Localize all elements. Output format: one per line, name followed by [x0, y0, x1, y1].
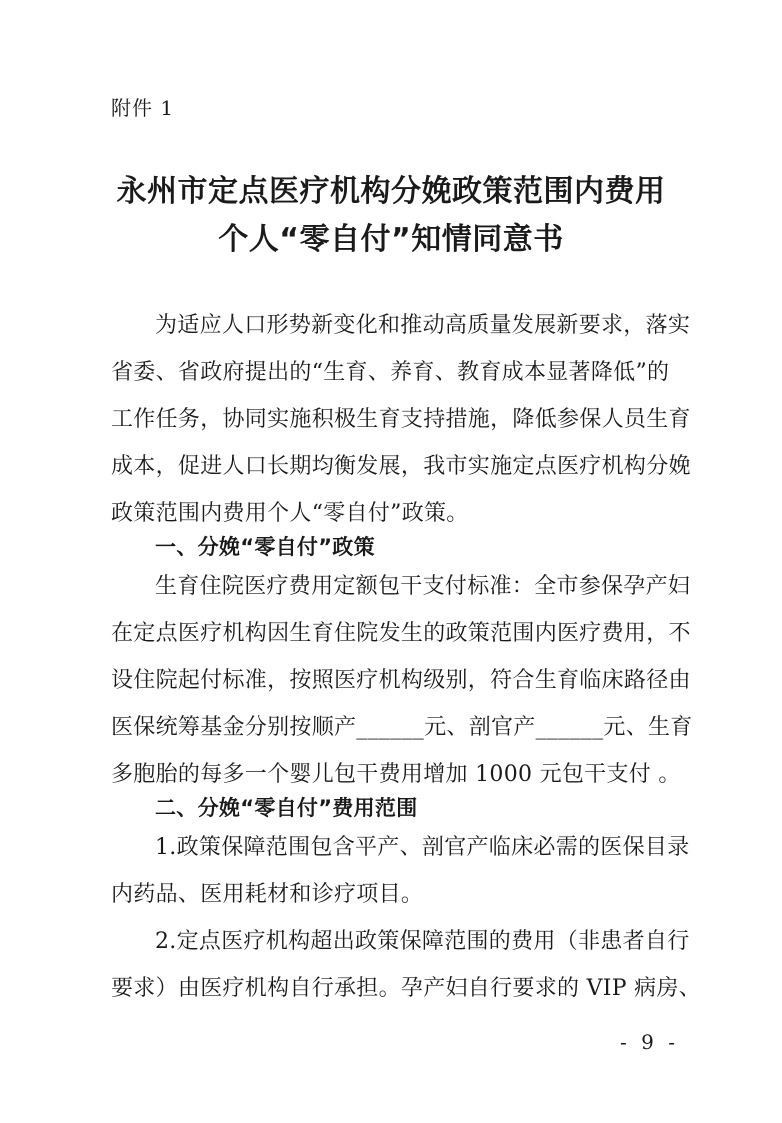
document-title-line-2: 个人“零自付”知情同意书: [218, 222, 564, 257]
section1-line-1: 生育住院医疗费用定额包干支付标准：全市参保孕产妇: [155, 574, 691, 599]
section2-line-4: 要求）由医疗机构自行承担。孕产妇自行要求的 VIP 病房、: [111, 976, 702, 1001]
intro-line-2: 省委、省政府提出的“生育、养育、教育成本显著降低”的: [111, 360, 670, 385]
section1-heading: 一、分娩“零自付”政策: [155, 535, 375, 559]
intro-line-1: 为适应人口形势新变化和推动高质量发展新要求，落实: [155, 313, 691, 338]
section2-line-1: 1.政策保障范围包含平产、剖官产临床必需的医保目录: [155, 835, 690, 860]
document-title-line-1: 永州市定点医疗机构分娩政策范围内费用: [116, 174, 666, 209]
section1-line-4: 医保统筹基金分别按顺产______元、剖官产______元、生育: [111, 715, 693, 740]
intro-line-4: 成本，促进人口长期均衡发展，我市实施定点医疗机构分娩: [111, 454, 691, 479]
attachment-label: 附件 1: [111, 96, 175, 120]
intro-line-3: 工作任务，协同实施积极生育支持措施，降低参保人员生育: [111, 407, 691, 432]
section2-heading: 二、分娩“零自付”费用范围: [155, 796, 418, 820]
section2-line-2: 内药品、医用耗材和诊疗项目。: [111, 882, 424, 907]
section1-line-2: 在定点医疗机构因生育住院发生的政策范围内医疗费用，不: [111, 621, 691, 646]
section1-line-5: 多胞胎的每多一个婴儿包干费用增加 1000 元包干支付 。: [111, 762, 681, 787]
section1-line-3: 设住院起付标准，按照医疗机构级别，符合生育临床路径由: [111, 668, 691, 693]
page-number: - 9 -: [620, 1030, 679, 1054]
section2-line-3: 2.定点医疗机构超出政策保障范围的费用（非患者自行: [155, 929, 690, 954]
intro-line-5: 政策范围内费用个人“零自付”政策。: [111, 501, 469, 526]
